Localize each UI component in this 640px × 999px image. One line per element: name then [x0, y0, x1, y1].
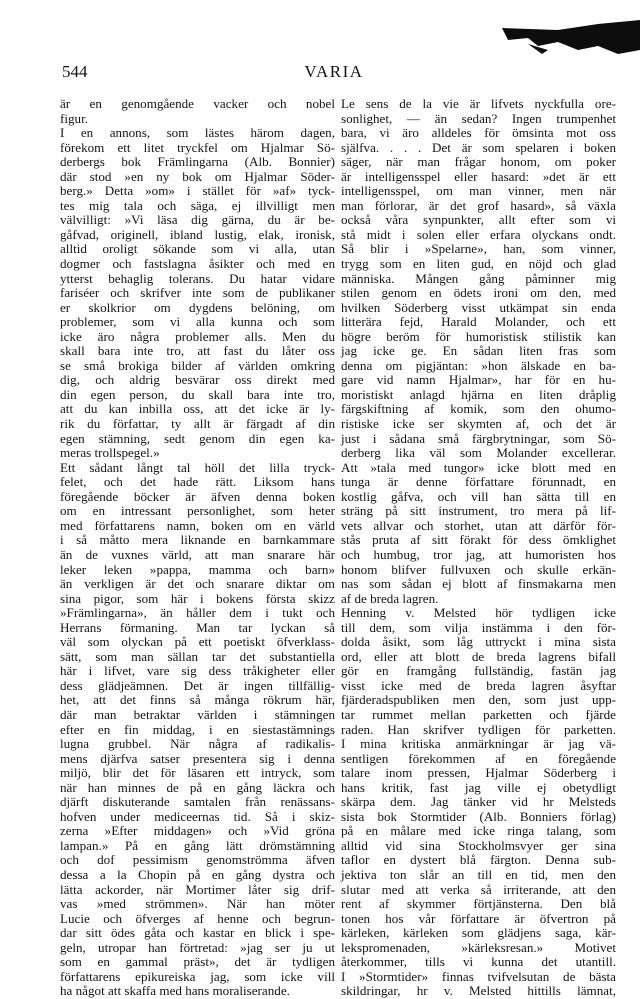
- text-line: Så blir i »Spelarne», han, som vinner,: [341, 241, 616, 257]
- text-line: af de breda lagren.: [341, 590, 439, 606]
- text-line: denna om pigjäntan: »hon älskade en ba-: [341, 357, 616, 373]
- text-line: miljö, blir det för läsaren ett intryck, som: [60, 765, 335, 781]
- text-line: din egen person, du skall bara inte tro,: [60, 386, 335, 402]
- text-line: litterära fejd, Harald Molander, och ett: [341, 314, 616, 330]
- text-line: gåfvad, originell, ibland lustig, elak, ironisk,: [60, 226, 335, 242]
- text-line: dogmer och fastslagna åsikter och med en: [60, 256, 335, 272]
- text-line: rik du författar, ty allt är färgadt af din: [60, 416, 335, 432]
- text-line: och humbug, tror jag, att humoristen hos: [341, 546, 616, 562]
- text-line: författarens epikureiska jag, som icke vill: [60, 968, 335, 984]
- text-line: när han minnes de på en gång läckra och: [60, 779, 335, 795]
- ink-blot-mark: [498, 20, 640, 58]
- text-line: man förlorar, är det grof hasard», så växla: [341, 197, 616, 213]
- text-line: Herrans förmaning. Man tar lyckan så: [60, 619, 335, 635]
- text-line: stilen genom en ödets ironi om den, med: [341, 285, 616, 301]
- text-line: att du kan inbilla oss, att det icke är ly-: [60, 401, 335, 417]
- text-line: se små brokiga bilder af världen omkring: [60, 357, 335, 373]
- text-line: väl som olyckan på ett poetiskt öfverklass-: [60, 634, 335, 650]
- text-line: tar rummet mellan parketten och fjärde: [341, 706, 616, 722]
- text-line: mens djärfva satser presentera sig i denna: [60, 750, 335, 766]
- text-line: ord, eller att blott de breda lagrens bifall: [341, 648, 616, 664]
- text-line: kostlig gåfva, och vill han sätta till en: [341, 488, 616, 504]
- text-line: kärleken, kärleken som glädjens saga, kär-: [341, 925, 616, 941]
- text-line: talare inom pressen, Hjalmar Söderberg i: [341, 765, 616, 781]
- text-line: sina pigor, som här i bokens första skizz: [60, 590, 335, 606]
- text-line: lampan.» På en gång lätt drömstämning: [60, 837, 335, 853]
- right-column: [341, 97, 616, 999]
- text-line: förekom ett litet tryckfel om Hjalmar Sö-: [60, 139, 335, 155]
- text-line: vets allvar och storhet, utan att därför för-: [341, 517, 616, 533]
- text-line: människa. Mången gång påminner mig: [341, 270, 616, 286]
- text-line: högre beröm för humoristisk stilistik kan: [341, 328, 616, 344]
- text-line: fariséer och skrifver inte som de publikaner: [60, 285, 335, 301]
- text-line: honom blifver fullvuxen och skulle erkän-: [341, 561, 616, 577]
- text-line: raden. Han skrifver tydligen för parketten.: [341, 721, 616, 737]
- text-line: är en genomgående vacker och nobel: [60, 96, 335, 111]
- text-line: er skolkrior om dygdens belöning, om: [60, 299, 335, 315]
- text-line: nas som sådan ej blott af finsmakarna men: [341, 576, 616, 592]
- text-line: Lucie och öfverges af henne och begrun-: [60, 910, 335, 926]
- text-line: bara, vi äro alldeles för ömsinta mot oss: [341, 125, 616, 141]
- text-line: skildringar, hr v. Melsted hittills lämnat,: [341, 983, 616, 999]
- text-line: rent af skymmer förtjänsterna. Den blå: [341, 896, 616, 912]
- text-line: med författarens namn, boken om en värld: [60, 517, 335, 533]
- text-line: derbergs bok Främlingarna (Alb. Bonnier): [60, 154, 335, 170]
- text-line: lugna grubbel. När några af radikalis-: [60, 736, 335, 752]
- text-line: djärft diskuterande samtalen från renässans-: [60, 794, 335, 810]
- text-line: slutar med att verka så irriterande, att den: [341, 881, 616, 897]
- text-line: sätt, som man sällan tar det substantiella: [60, 648, 335, 664]
- page-number: 544: [62, 62, 88, 81]
- running-head: VARIA: [304, 62, 364, 81]
- text-line: på en målare med icke ringa talang, som: [341, 823, 616, 839]
- text-line: också våra synpunkter, allt efter som vi: [341, 212, 616, 228]
- text-line: Ett sådant långt tal höll det lilla tryck-: [60, 459, 335, 475]
- text-line: tes mig tala och säga, ej illvilligt men: [60, 197, 335, 213]
- text-line: återkommer, tills vi kunna det utantill.: [341, 954, 616, 970]
- text-line: ristiske icke ser skymten af, och det är: [341, 416, 616, 432]
- text-line: i så måtto mera liknande en barnkammare: [60, 532, 335, 548]
- text-line: sentligen förekommen af en föregående: [341, 750, 616, 766]
- text-line: skärpa dem. Jag tänker vid hr Melsteds: [341, 794, 616, 810]
- text-line: jag icke ge. En sådan liten fras som: [341, 343, 616, 359]
- text-line: problemer, som vi alla kunna och som: [60, 314, 335, 330]
- text-line: moristiskt anlagd hjärna en liten dråplig: [341, 386, 616, 402]
- text-line: ytterst behaglig tolerans. Du hatar vidare: [60, 270, 335, 286]
- text-line: än de vuxnes värld, att man snarare här: [60, 546, 335, 562]
- text-line: intelligensspel, om man vinner, men när: [341, 183, 616, 199]
- text-line: stå midt i solen eller erfara olyckans ondt.: [341, 226, 616, 242]
- text-line: till dem, som vilja instämma i den för-: [341, 619, 616, 635]
- text-line: berg.» Detta »om» i stället för »af» tyck-: [60, 183, 335, 199]
- text-line: dolda åsikt, som låg uttryckt i mina sista: [341, 634, 616, 650]
- text-line: Att »tala med tungor» icke blott med en: [341, 459, 616, 475]
- text-line: jektiva ton slår an till en tid, men den: [341, 866, 616, 882]
- text-line: än verkligen är det och snarare diktar om: [60, 576, 335, 592]
- text-line: taflor en dystert blå färgton. Denna sub-: [341, 852, 616, 868]
- text-line: geln, utropar han förtretad: »jag ser ju ut: [60, 939, 335, 955]
- text-line: I »Stormtider» finnas tvifvelsutan de bästa: [341, 968, 616, 984]
- text-line: ha något att skaffa med hans moraliserande.: [60, 983, 290, 999]
- text-line: I en annons, som lästes härom dagen,: [60, 125, 335, 141]
- text-line: trygg som en liten gud, en nöjd och glad: [341, 256, 616, 272]
- text-line: alltid oroligt sökande som vi alla, utan: [60, 241, 335, 257]
- text-line: I mina kritiska anmärkningar är jag vä-: [341, 736, 616, 752]
- text-line: fjärderadspubliken men den, som just upp-: [341, 692, 616, 708]
- text-line: icke äro några problemer alls. Men du: [60, 328, 335, 344]
- text-line: zerna »Efter middagen» och »Vid gröna: [60, 823, 335, 839]
- text-line: figur.: [60, 110, 89, 126]
- text-line: välvilligt: »Vi läsa dig gärna, du är be-: [60, 212, 335, 228]
- text-line: säger, när man frågar honom, om poker: [341, 154, 616, 170]
- text-line: där man betraktar världen i stämningen: [60, 706, 335, 722]
- text-line: Henning v. Melsted hör tydligen icke: [341, 605, 616, 621]
- text-line: dess glädjeämnen. Det är ingen tillfällig-: [60, 677, 335, 693]
- text-line: sträng på sitt instrument, tro mera på lif-: [341, 503, 616, 519]
- text-line: dessa a la Chopin på en gång dystra och: [60, 866, 335, 882]
- text-line: skall bara inte tro, att fast du låter oss: [60, 343, 335, 359]
- text-line: dig, och aldrig besvärar oss direkt med: [60, 372, 335, 388]
- text-line: om en intressant personlighet, som heter: [60, 503, 335, 519]
- page-header: [62, 62, 606, 86]
- text-line: meras trollspegel.»: [60, 445, 160, 461]
- text-line: felet, och det hade rätt. Liksom hans: [60, 474, 335, 490]
- text-line: hans kritik, fast jag ville ej obetydligt: [341, 779, 616, 795]
- text-line: sista bok Stormtider (Alb. Bonniers förlag): [341, 808, 616, 824]
- text-line: alltid vid sina Stockholmsvyer ger sina: [341, 837, 616, 853]
- text-line: sonlighet, — än sedan? Ingen trumpenhet: [341, 110, 616, 126]
- text-line: het, att det finns så många rökrum här,: [60, 692, 335, 708]
- text-line: egen stämning, sedt genom din egen ka-: [60, 430, 335, 446]
- text-line: lätta ackorder, när Mortimer låter sig drif-: [60, 881, 335, 897]
- text-line: där stod »en ny bok om Hjalmar Söder-: [60, 168, 335, 184]
- text-line: efter en fin middag, i en siestastämnings: [60, 721, 335, 737]
- text-line: visst icke med de breda lagren åsyftar: [341, 677, 616, 693]
- text-line: gör en framgång fullständig, fastän jag: [341, 663, 616, 679]
- text-line: själfva. . . . Det är som spelaren i boken: [341, 139, 616, 155]
- text-line: dar sitt ödes gåta och kastar en blick i spe-: [60, 925, 335, 941]
- text-line: färgskiftning af komik, som den ohumo-: [341, 401, 616, 417]
- text-line: lekspromenaden, »kärleksresan.» Motivet: [341, 939, 616, 955]
- text-line: hofven under mediceernas tid. Så i skiz-: [60, 808, 335, 824]
- text-line: leker leken »pappa, mamma och barn»: [60, 561, 335, 577]
- left-column: [60, 97, 335, 999]
- text-line: tunga är denne författare förunnadt, en: [341, 474, 616, 490]
- text-line: tonen hos vår författare är öfvertron på: [341, 910, 616, 926]
- text-line: gare vid namn Hjalmar», har för en hu-: [341, 372, 616, 388]
- text-line: stås pruta af sitt förakt för dess ömklighet: [341, 532, 616, 548]
- text-line: hvilken Söderberg visst utkämpat sin enda: [341, 299, 616, 315]
- text-line: är intelligensspel eller hasard: »det är ett: [341, 168, 616, 184]
- text-line: just i sådana små färgbrytningar, som Sö-: [341, 430, 616, 446]
- text-line: Le sens de la vie är lifvets nyckfulla ore-: [341, 96, 616, 111]
- text-line: och dof pessimism genomströmma äfven: [60, 852, 335, 868]
- text-line: föregående böcker är äfven denna boken: [60, 488, 335, 504]
- text-line: här i lifvet, vare sig dess tråkigheter eller: [60, 663, 335, 679]
- text-line: derberg lika väl som Molander excellerar.: [341, 445, 616, 461]
- text-line: som en gammal präst», det är tydligen: [60, 954, 335, 970]
- text-line: »Främlingarna», än håller dem i tukt och: [60, 605, 335, 621]
- text-line: vas »med strömmen». När han möter: [60, 896, 335, 912]
